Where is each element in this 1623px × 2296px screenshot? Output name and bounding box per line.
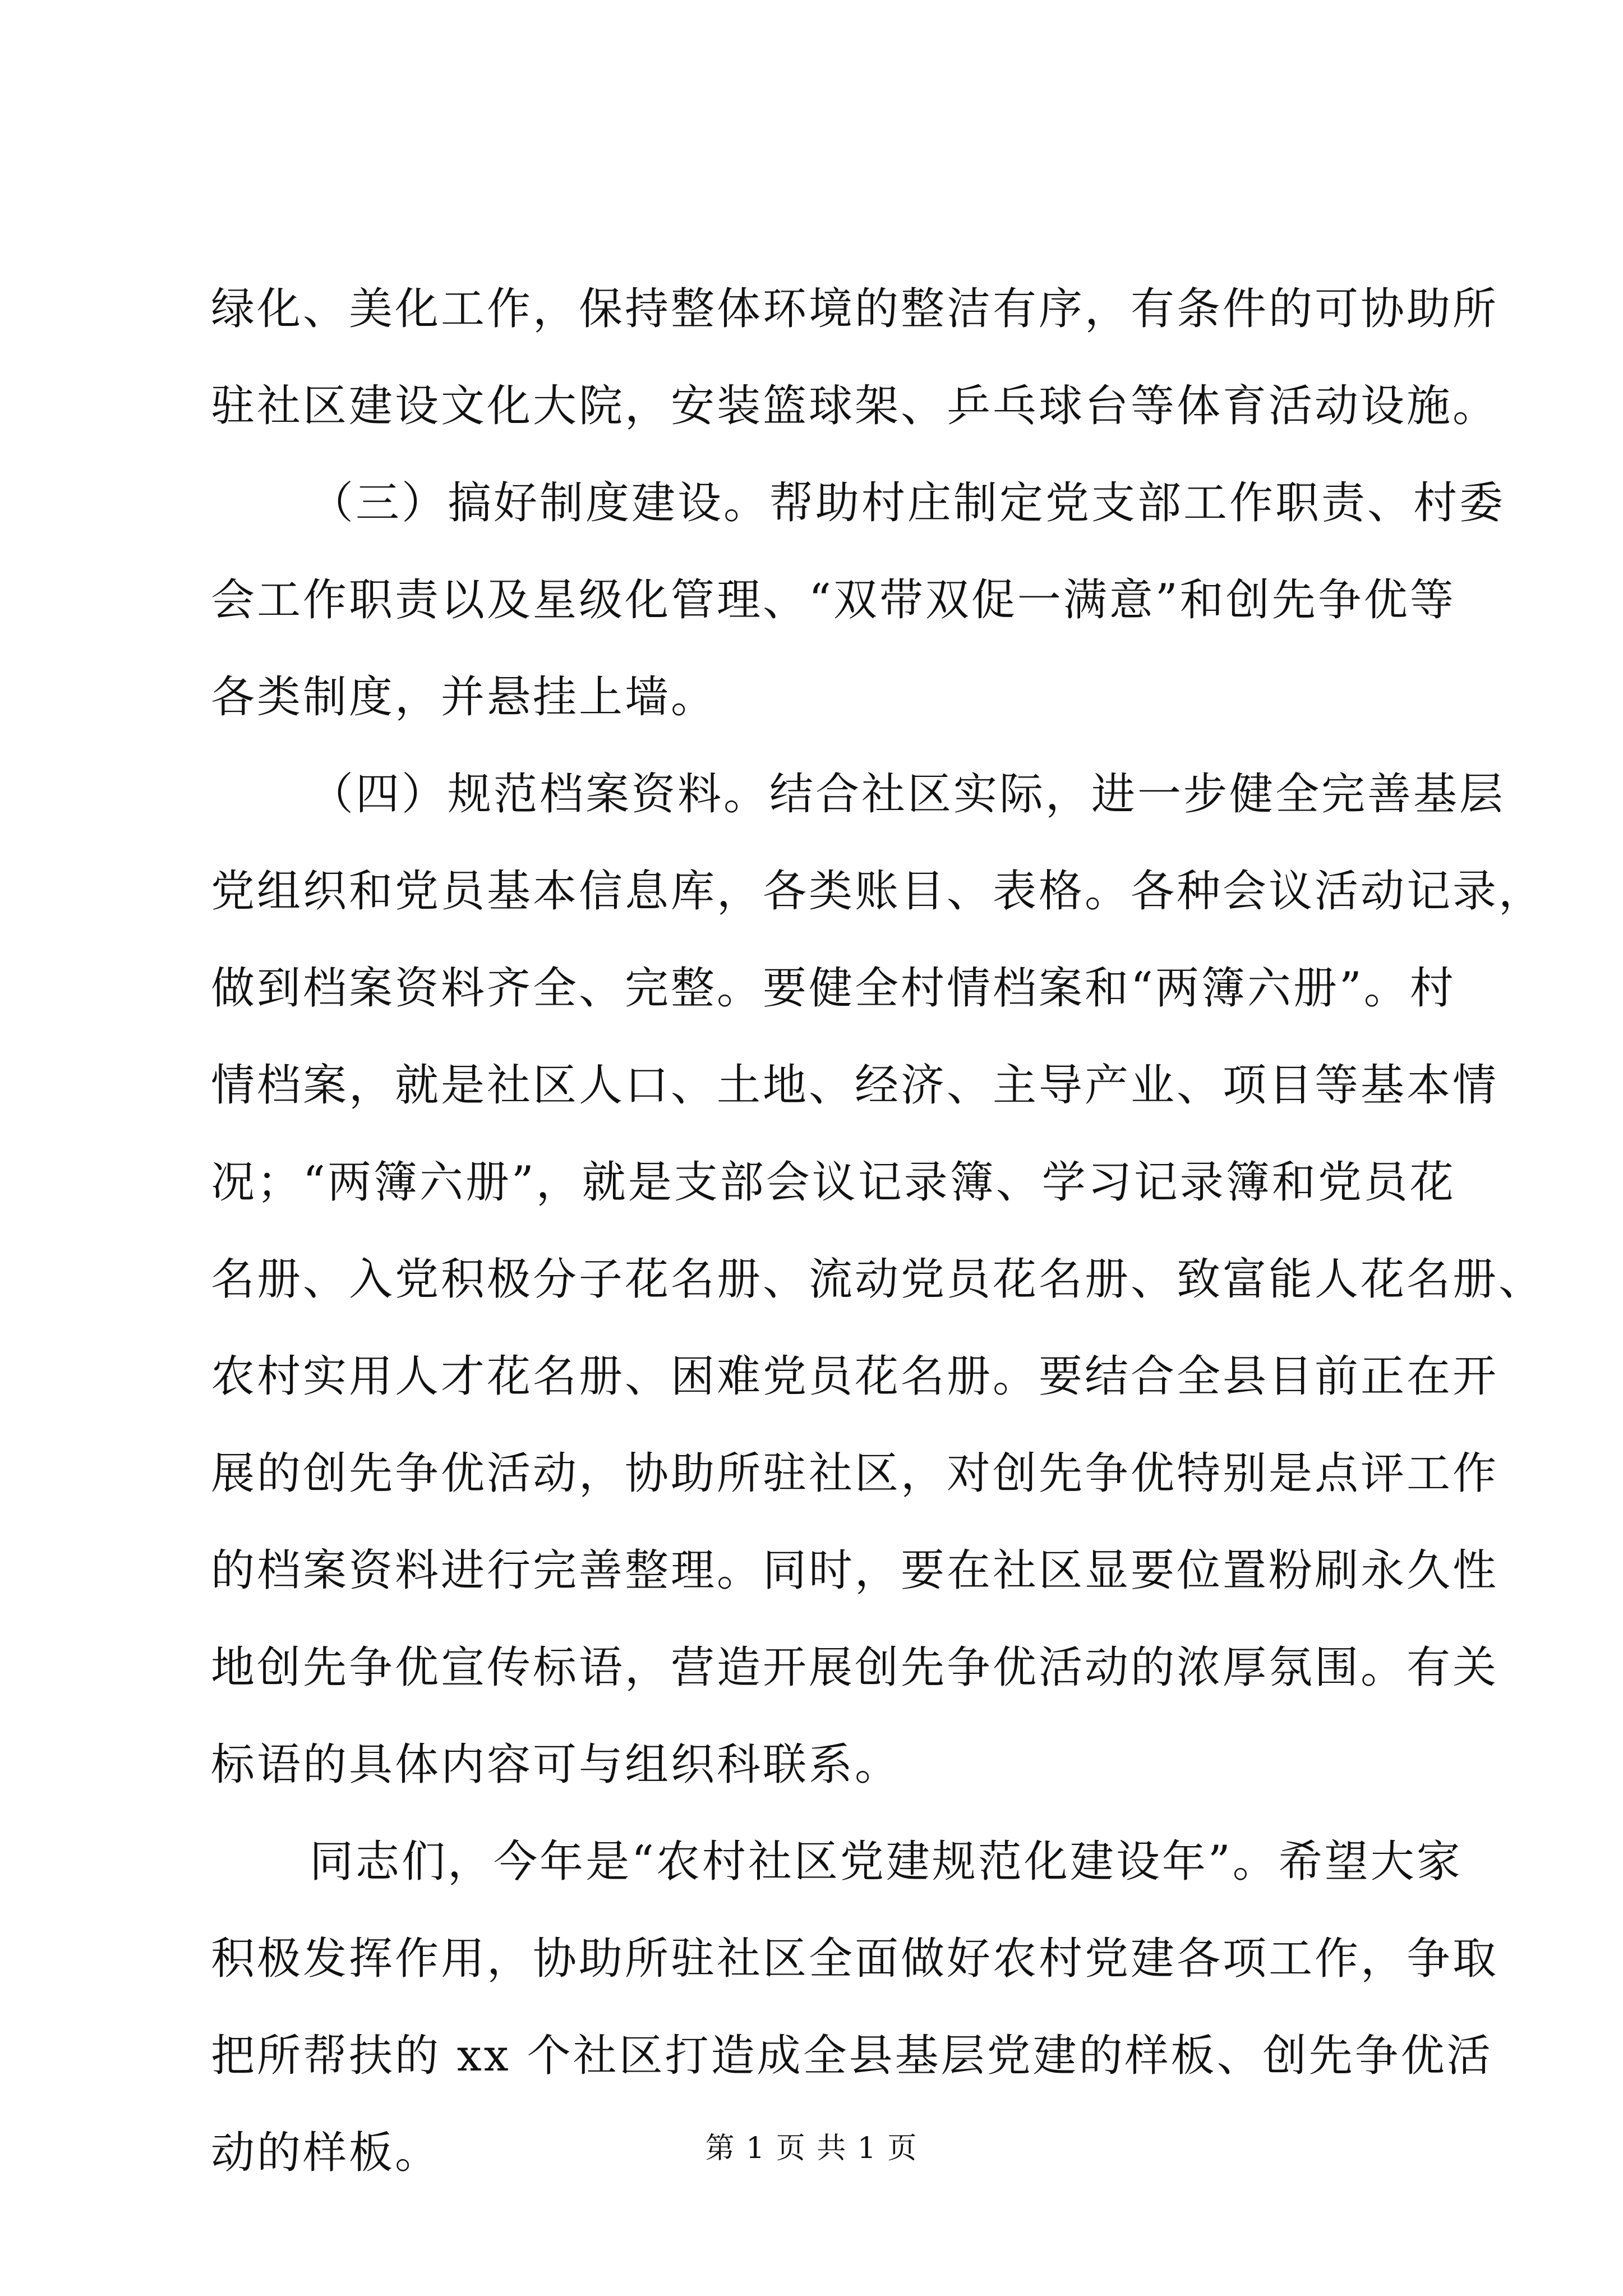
paragraph-start-line: （四）规范档案资料。结合社区实际，进一步健全完善基层 bbox=[310, 769, 1506, 820]
text-line: 情档案，就是社区人口、土地、经济、主导产业、项目等基本情 bbox=[211, 1060, 1499, 1111]
text-line: 动的样板。 bbox=[211, 2128, 441, 2178]
text-line: 标语的具体内容可与组织科联系。 bbox=[211, 1740, 901, 1790]
text-line: 做到档案资料齐全、完整。要健全村情档案和“两簿六册”。村 bbox=[211, 963, 1456, 1014]
paragraph-start-line: 同志们，今年是“农村社区党建规范化建设年”。希望大家 bbox=[310, 1837, 1463, 1887]
page-footer: 第 1 页 共 1 页 bbox=[705, 2132, 918, 2165]
body-text bbox=[211, 261, 1545, 2202]
text-line: 地创先争优宣传标语，营造开展创先争优活动的浓厚氛围。有关 bbox=[211, 1642, 1499, 1693]
paragraph-start-line: （三）搞好制度建设。帮助村庄制定党支部工作职责、村委 bbox=[310, 478, 1506, 528]
text-line: 驻社区建设文化大院，安装篮球架、乒乓球台等体育活动设施。 bbox=[211, 381, 1499, 431]
text-line: 把所帮扶的 xx 个社区打造成全县基层党建的样板、创先争优活 bbox=[211, 2031, 1493, 2081]
text-line: 各类制度，并悬挂上墙。 bbox=[211, 672, 717, 723]
text-line: 名册、入党积极分子花名册、流动党员花名册、致富能人花名册、 bbox=[211, 1254, 1545, 1305]
text-line: 党组织和党员基本信息库，各类账目、表格。各种会议活动记录， bbox=[211, 866, 1545, 917]
text-line: 况；“两簿六册”，就是支部会议记录簿、学习记录簿和党员花 bbox=[211, 1157, 1456, 1208]
text-line: 展的创先争优活动，协助所驻社区，对创先争优特别是点评工作 bbox=[211, 1448, 1499, 1499]
text-line: 农村实用人才花名册、困难党员花名册。要结合全县目前正在开 bbox=[211, 1351, 1499, 1402]
text-line: 积极发挥作用，协助所驻社区全面做好农村党建各项工作，争取 bbox=[211, 1934, 1499, 1984]
text-line: 会工作职责以及星级化管理、“双带双促一满意”和创先争优等 bbox=[211, 575, 1456, 625]
text-line: 绿化、美化工作，保持整体环境的整洁有序，有条件的可协助所 bbox=[211, 284, 1499, 334]
text-line: 的档案资料进行完善整理。同时，要在社区显要位置粉刷永久性 bbox=[211, 1545, 1499, 1596]
